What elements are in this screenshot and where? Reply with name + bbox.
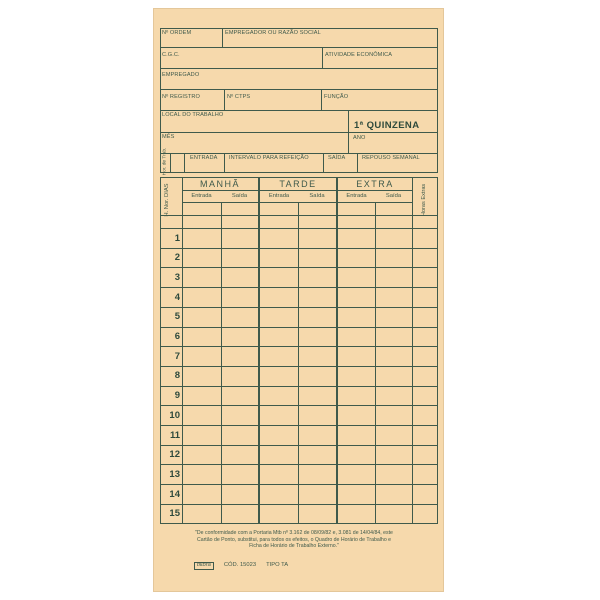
extra-entrada: Entrada (346, 193, 367, 199)
hor-trab-label: Hor. de Trab. (162, 147, 168, 176)
rule (224, 89, 225, 110)
day-number: 7 (174, 350, 180, 362)
rule (258, 177, 260, 524)
day-number: 15 (169, 508, 180, 520)
product-tipo: TIPO TA (266, 562, 289, 568)
tarde-saida: Saída (309, 193, 325, 199)
field-ano: ANO (353, 135, 366, 141)
row-rule (160, 484, 438, 485)
field-mes: MÊS (162, 134, 175, 140)
horas-extras-label: Horas Extras (421, 183, 428, 217)
rule (298, 202, 299, 524)
day-number: 13 (169, 468, 180, 480)
row-rule (160, 425, 438, 426)
row-rule (160, 248, 438, 249)
row-rule (160, 504, 438, 505)
rule (160, 28, 438, 29)
rule (348, 132, 437, 133)
schedule-entrada: ENTRADA (190, 155, 218, 161)
row-rule (160, 307, 438, 308)
rule (321, 89, 322, 110)
dias-label: H. Nor. DIAS (163, 183, 170, 217)
rule (160, 153, 438, 154)
field-n-registro: Nº REGISTRO (162, 94, 200, 100)
day-number: 4 (174, 291, 180, 303)
rule (184, 153, 185, 172)
day-number: 3 (174, 271, 180, 283)
rule (375, 202, 376, 524)
field-cgc: C.G.C. (162, 52, 180, 58)
field-n-ctps: Nº CTPS (227, 94, 251, 100)
field-funcao: FUNÇÃO (324, 94, 349, 100)
extra-saida: Saída (385, 193, 402, 199)
row-rule (160, 386, 438, 387)
schedule-intervalo: INTERVALO PARA REFEIÇÃO (229, 155, 309, 161)
day-number: 9 (174, 390, 180, 402)
rule (160, 215, 438, 216)
field-atividade: ATIVIDADE ECONÔMICA (325, 52, 393, 58)
rule (357, 153, 358, 172)
manha-entrada: Entrada (191, 193, 212, 199)
legal-text: "De conformidade com a Portaria Mtb nº 3.162 de 08/09/82 e, 3.081 de 14/04/84, este Cartão de Ponto, substitui, para todos os efeitos, o Quadro de Horário de Trabalho e Ficha de Horário de Trabalho Externo." (195, 530, 393, 549)
field-empregado: EMPREGADO (162, 72, 200, 78)
rule (437, 28, 438, 172)
field-empregador: EMPREGADOR OU RAZÃO SOCIAL (225, 30, 321, 36)
schedule-repouso: REPOUSO SEMANAL (362, 155, 420, 161)
tarde-entrada: Entrada (268, 193, 290, 199)
day-number: 14 (169, 488, 180, 500)
row-rule (160, 346, 438, 347)
day-number: 8 (174, 370, 180, 382)
rule (221, 202, 222, 524)
day-number: 1 (174, 232, 180, 244)
day-number: 12 (169, 449, 180, 461)
rule (412, 177, 413, 524)
rule (323, 153, 324, 172)
rule (182, 202, 412, 203)
rule (160, 177, 438, 178)
field-local: LOCAL DO TRABALHO (162, 112, 224, 118)
manha-saida: Saída (231, 193, 248, 199)
day-number: 5 (174, 311, 180, 323)
rule (437, 177, 438, 524)
rule (160, 228, 438, 229)
rule (322, 47, 323, 68)
rule (182, 177, 183, 524)
rule (160, 110, 438, 111)
row-rule (160, 267, 438, 268)
rule (336, 177, 338, 524)
group-extra: EXTRA (356, 179, 394, 189)
rule (160, 47, 438, 48)
row-rule (160, 464, 438, 465)
rule (160, 68, 438, 69)
row-rule (160, 287, 438, 288)
rule (160, 89, 438, 90)
day-number: 2 (174, 252, 180, 264)
rule (160, 28, 161, 172)
row-rule (160, 366, 438, 367)
row-rule (160, 445, 438, 446)
day-number: 6 (174, 331, 180, 342)
rule (182, 190, 412, 191)
rule (170, 153, 171, 172)
row-rule (160, 405, 438, 406)
quinzena-title: 1ª QUINZENA (354, 120, 420, 131)
group-manha: MANHÃ (199, 179, 240, 189)
code-line (194, 562, 288, 570)
row-rule (160, 327, 438, 328)
rule (224, 153, 225, 172)
day-number: 11 (169, 429, 180, 441)
tilibra-logo: tilibra (194, 562, 214, 570)
rule (160, 523, 438, 524)
field-n-ordem: Nº ORDEM (162, 30, 192, 36)
product-code: CÓD. 15023 (223, 562, 257, 568)
day-number: 10 (169, 409, 180, 421)
schedule-saida: SAÍDA (328, 155, 346, 161)
rule (222, 28, 223, 47)
time-card (153, 8, 444, 592)
group-tarde: TARDE (279, 179, 317, 189)
rule (160, 172, 438, 173)
